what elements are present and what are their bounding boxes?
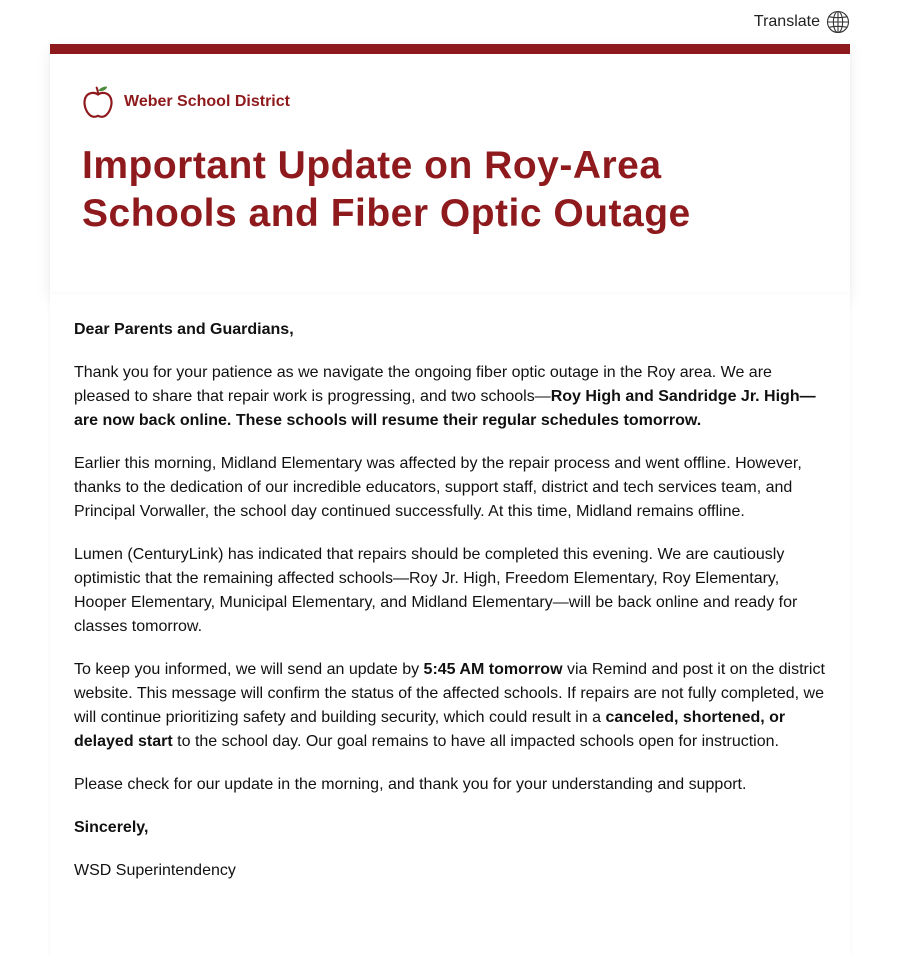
top-bar (0, 0, 900, 44)
signature: WSD Superintendency (74, 862, 236, 879)
paragraph-repairs: Lumen (CenturyLink) has indicated that repairs should be completed this evening. We are cautiously optimistic that the remaining affected schools—Roy Jr. High, Freedom Elementary, Roy Elementary, Hooper Elementary, Municipal Elementary, and Midland Elementary—will be back online and ready for classes tomorrow. (74, 546, 798, 635)
apple-icon (82, 85, 114, 119)
salutation: Dear Parents and Guardians, (74, 321, 294, 338)
paragraph-midland: Earlier this morning, Midland Elementary was affected by the repair process and went offline. However, thanks to the dedication of our incredible educators, support staff, district and tech services team, and Principal Vorwaller, the school day continued successfully. At this time, Midland remains offline. (74, 455, 802, 520)
update-outcome: canceled, shortened, or delayed start (74, 709, 786, 750)
translate-button[interactable] (754, 10, 850, 34)
paragraph-progress-bold: Roy High and Sandridge Jr. High—are now back online. These schools will resume their regular schedules tomorrow. (74, 388, 816, 429)
district-brand[interactable] (82, 85, 290, 119)
district-name: Weber School District (124, 93, 290, 110)
paragraph-progress-text: Thank you for your patience as we navigate the ongoing fiber optic outage in the Roy area. We are pleased to share that repair work is progressing, and two schools— (74, 364, 772, 405)
update-text-c: via Remind and post it on the district website. This message will confirm the status of the affected schools. If repairs are not fully completed, we will continue prioritizing safety and building security, which could result in a (74, 661, 825, 726)
update-time: 5:45 AM tomorrow (423, 661, 563, 678)
announcement-header (50, 44, 850, 294)
update-text-a: To keep you informed, we will send an update by (74, 661, 424, 678)
update-text-e: to the school day. Our goal remains to have all impacted schools open for instruction. (172, 733, 779, 750)
paragraph-update-schedule (74, 658, 826, 754)
paragraph-progress (74, 361, 826, 433)
paragraph-thanks: Please check for our update in the morning, and thank you for your understanding and support. (74, 776, 747, 793)
page-title: Important Update on Roy-Area Schools and Fiber Optic Outage (82, 144, 691, 235)
globe-icon (826, 10, 850, 34)
letter-body (50, 294, 850, 955)
closing: Sincerely, (74, 819, 149, 836)
translate-label: Translate (753, 13, 820, 30)
